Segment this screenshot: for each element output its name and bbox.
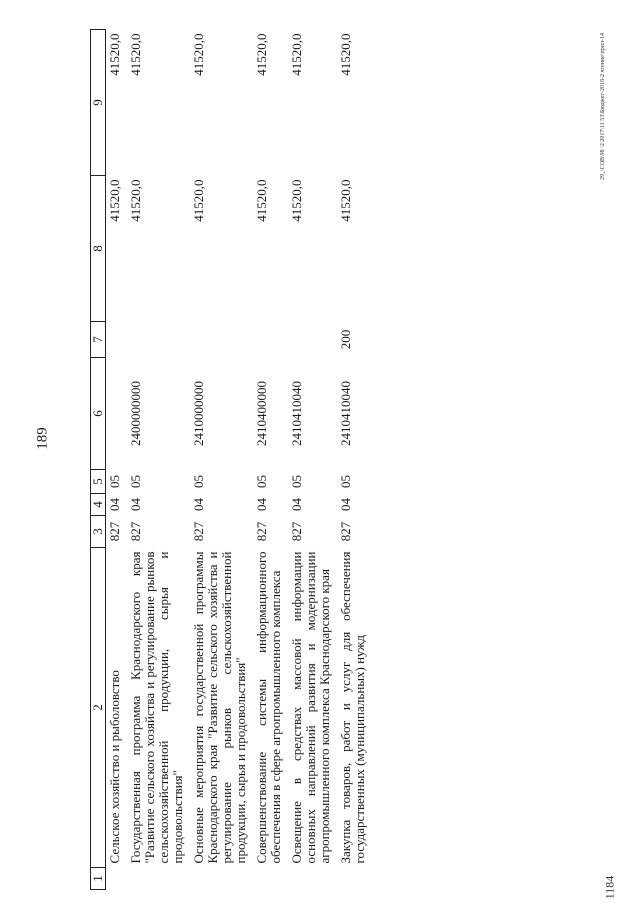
table-row	[287, 30, 336, 890]
row-number	[189, 868, 252, 890]
header-cell: 4	[91, 494, 106, 516]
row-code-3: 827	[128, 521, 143, 542]
row-name: Государственная программа Краснодарского края "Развитие сельского хозяйства и регулирование рынков сельскохозяйственной продукции, сырья и продовольствия"	[128, 551, 185, 864]
row-code-6: 2400000000	[128, 381, 143, 446]
header-cell: 5	[91, 470, 106, 494]
row-code-6: 2410410040	[289, 381, 304, 446]
header-cell: 2	[91, 548, 106, 868]
row-amount-8: 41520,0	[191, 179, 206, 222]
row-code-6: 2410000000	[191, 381, 206, 446]
row-code-7	[252, 322, 287, 358]
row-name: Основные мероприятия государственной программы Краснодарского края "Развитие сельского хозяйства и регулирование рынков сельскохозяйственной продукции, сырья и продовольствия"	[191, 551, 248, 864]
table-row	[336, 30, 371, 890]
row-code-7	[189, 322, 252, 358]
row-code-7: 200	[338, 329, 353, 350]
row-code-4: 04	[191, 498, 206, 511]
header-cell: 8	[91, 176, 106, 322]
row-code-7	[106, 322, 127, 358]
row-amount-9: 41520,0	[338, 33, 353, 76]
row-code-5: 05	[107, 475, 122, 488]
row-code-3: 827	[338, 521, 353, 542]
row-code-3: 827	[289, 521, 304, 542]
row-code-3: 827	[107, 521, 122, 542]
header-cell: 3	[91, 516, 106, 548]
row-code-5: 05	[254, 475, 269, 488]
row-code-6: 2410400000	[254, 381, 269, 446]
table-row	[106, 30, 127, 890]
row-amount-8: 41520,0	[254, 179, 269, 222]
row-amount-9: 41520,0	[191, 33, 206, 76]
row-code-4: 04	[107, 498, 122, 511]
row-amount-9: 41520,0	[107, 33, 122, 76]
row-amount-8: 41520,0	[128, 179, 143, 222]
header-cell: 9	[91, 30, 106, 176]
row-code-7	[287, 322, 336, 358]
header-cell: 1	[91, 868, 106, 890]
row-code-4: 04	[128, 498, 143, 511]
row-code-3: 827	[254, 521, 269, 542]
row-code-5: 05	[128, 475, 143, 488]
row-number	[252, 868, 287, 890]
header-row	[91, 30, 106, 890]
row-number	[336, 868, 371, 890]
row-code-6: 2410410040	[338, 381, 353, 446]
header-cell: 6	[91, 358, 106, 470]
page-number: 189	[34, 427, 51, 450]
table-row	[252, 30, 287, 890]
budget-table	[90, 29, 371, 890]
row-number	[126, 868, 189, 890]
row-name: Совершенствование системы информационного обеспечения в сфере агропромышленного комплекса	[254, 551, 283, 864]
row-code-5: 05	[289, 475, 304, 488]
row-amount-9: 41520,0	[289, 33, 304, 76]
row-name: Закупка товаров, работ и услуг для обеспечения государственных (муниципальных) нужд	[338, 551, 367, 864]
row-code-5: 05	[338, 475, 353, 488]
row-code-6	[106, 358, 127, 470]
footer-file-path: 29_\СОВ\98 \2 2017\11 53\Бюджет-2018-2 чтение\прил-14	[600, 33, 606, 180]
row-code-4: 04	[338, 498, 353, 511]
table-row	[126, 30, 189, 890]
row-number	[287, 868, 336, 890]
row-code-3: 827	[191, 521, 206, 542]
row-amount-9: 41520,0	[128, 33, 143, 76]
row-amount-8: 41520,0	[338, 179, 353, 222]
table-row	[189, 30, 252, 890]
row-name: Сельское хозяйство и рыболовство	[107, 670, 122, 864]
row-code-4: 04	[289, 498, 304, 511]
row-code-7	[126, 322, 189, 358]
sheet-number: 1184	[602, 875, 617, 900]
row-amount-8: 41520,0	[107, 179, 122, 222]
row-name: Освещение в средствах массовой информации основных направлений развития и модернизации агропромышленного комплекса Краснодарского края	[289, 551, 332, 864]
row-amount-8: 41520,0	[289, 179, 304, 222]
row-amount-9: 41520,0	[254, 33, 269, 76]
header-cell: 7	[91, 322, 106, 358]
rotated-page-content	[90, 30, 580, 890]
row-code-5: 05	[191, 475, 206, 488]
row-number	[106, 868, 127, 890]
row-code-4: 04	[254, 498, 269, 511]
